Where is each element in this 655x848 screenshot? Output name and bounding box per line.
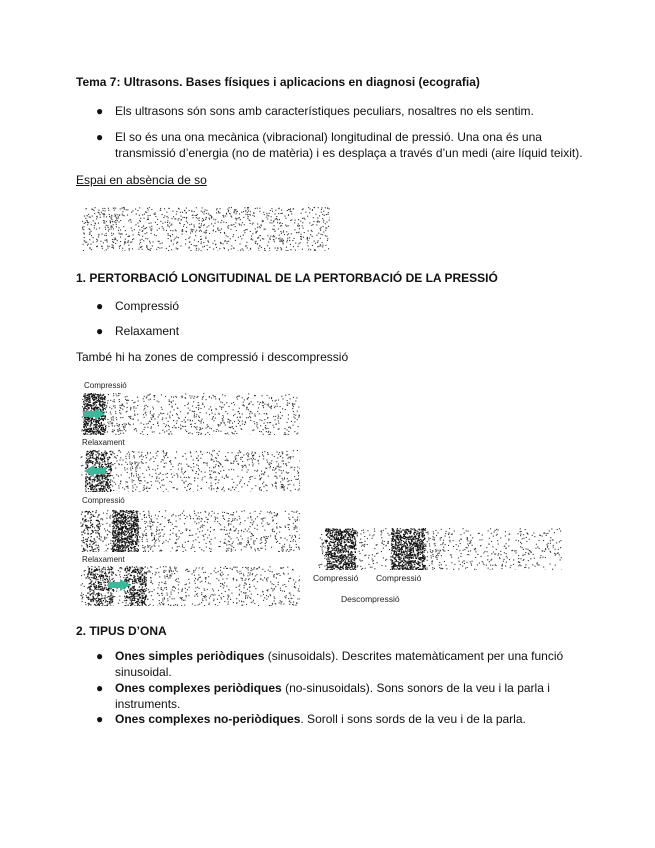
section2-heading: 2. TIPUS D’ONA — [76, 624, 167, 638]
figure-label-relaxation-1: Relaxament — [82, 438, 125, 447]
bullet-dot-icon: ● — [96, 324, 104, 338]
space-heading: Espai en absència de so — [76, 173, 207, 187]
figure-label-relaxation-2: Relaxament — [82, 555, 125, 564]
arrow-right-icon — [83, 407, 105, 419]
figure-right-label-compression-left: Compressió — [313, 573, 359, 583]
figure-right-label-compression-right: Compressió — [376, 573, 422, 583]
section1-heading: 1. PERTORBACIÓ LONGITUDINAL DE LA PERTORBACIÓ DE LA PRESSIÓ — [76, 271, 498, 285]
figure-label-compression-1: Compressió — [84, 381, 127, 390]
compression-wave-strip-1 — [80, 393, 300, 435]
arrow-right-icon — [108, 578, 130, 590]
bullet-dot-icon: ● — [96, 681, 104, 695]
bullet-dot-icon: ● — [96, 712, 104, 726]
page-title: Tema 7: Ultrasons. Bases físiques i aplicacions en diagnosi (ecografia) — [76, 75, 480, 89]
bullet-dot-icon: ● — [96, 104, 104, 118]
compression-wave-strip-2 — [80, 510, 300, 552]
bullet-dot-icon: ● — [96, 299, 104, 313]
empty-space-particles-image — [82, 207, 330, 251]
bullet-dot-icon: ● — [96, 130, 104, 144]
figure-label-compression-2: Compressió — [82, 496, 125, 505]
compression-decompression-strip — [318, 528, 562, 570]
bullet-dot-icon: ● — [96, 649, 104, 663]
section1-note: També hi ha zones de compressió i descompressió — [76, 350, 349, 364]
figure-right-label-decompression: Descompressió — [341, 594, 400, 604]
relaxation-wave-strip-1 — [80, 450, 300, 492]
arrow-left-icon — [84, 464, 106, 476]
